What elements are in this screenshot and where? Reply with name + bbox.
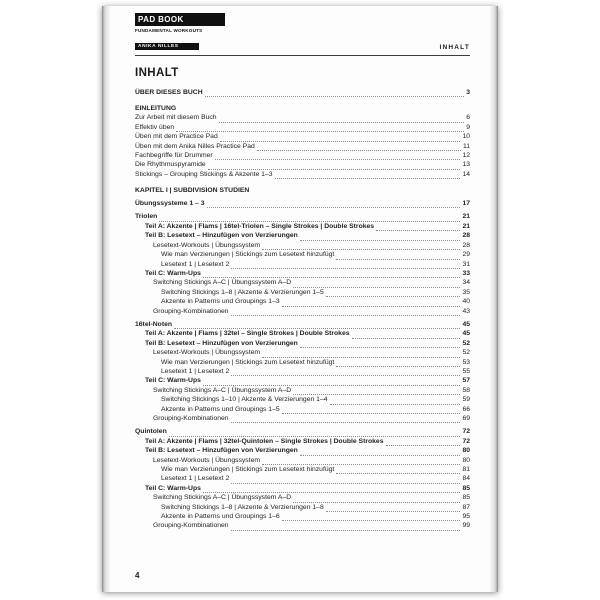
toc-entry-label: Üben mit dem Anika Nilles Practice Pad xyxy=(135,142,255,150)
toc-entry-label: Teil A: Akzente | Flams | 32tel – Single Strokes | Double Strokes xyxy=(145,330,350,338)
toc-entry xyxy=(135,427,470,436)
toc-entry xyxy=(135,132,470,141)
brand-subtitle: FUNDAMENTAL WORKOUTS xyxy=(135,27,203,33)
toc-entry-page: 29 xyxy=(462,251,470,259)
toc-entry-label: Die Rhythmuspyramide xyxy=(135,161,206,169)
toc-entry xyxy=(135,320,470,329)
page-number: 4 xyxy=(135,571,140,580)
toc-leader-dots xyxy=(293,280,460,288)
toc-entry-label: Quintolen xyxy=(135,428,167,436)
toc-entry-label: Lesetext 1 | Lesetext 2 xyxy=(161,475,230,483)
toc-entry-label: ÜBER DIESES BUCH xyxy=(135,89,203,96)
toc-list xyxy=(135,88,470,531)
toc-entry xyxy=(135,104,470,113)
toc-leader-dots xyxy=(203,271,461,279)
toc-leader-dots xyxy=(300,448,461,456)
toc-entry-label: Üben mit dem Practice Pad xyxy=(135,133,218,141)
toc-entry-page: 80 xyxy=(462,456,470,464)
toc-entry xyxy=(135,151,470,160)
toc-entry xyxy=(135,348,470,357)
toc-entry xyxy=(135,474,470,483)
toc-entry-page: 57 xyxy=(462,377,470,385)
toc-title: INHALT xyxy=(135,67,179,79)
toc-leader-dots xyxy=(293,388,460,396)
toc-entry-label: Grouping-Kombinationen xyxy=(153,415,229,422)
toc-entry-page: 72 xyxy=(462,437,470,445)
toc-leader-dots xyxy=(231,308,461,316)
toc-entry-page: 52 xyxy=(462,339,470,347)
toc-leader-dots xyxy=(262,243,460,251)
toc-entry-label: Switching Stickings 1–10 | Akzente & Verzierungen 1–4 xyxy=(161,396,328,404)
toc-entry xyxy=(135,269,470,278)
toc-entry-page: 3 xyxy=(466,89,470,96)
toc-entry-label: Lesetext-Workouts | Übungssystem xyxy=(153,456,261,464)
toc-leader-dots xyxy=(282,299,461,307)
toc-entry-page: 69 xyxy=(462,415,470,422)
toc-entry xyxy=(135,170,470,179)
toc-entry xyxy=(135,456,470,465)
toc-entry-page: 21 xyxy=(462,213,470,221)
toc-leader-dots xyxy=(352,331,461,339)
toc-entry xyxy=(135,446,470,455)
toc-entry xyxy=(135,231,470,240)
toc-leader-dots xyxy=(205,90,465,98)
toc-entry xyxy=(135,358,470,367)
page-header xyxy=(135,13,470,56)
toc-entry-page: 59 xyxy=(462,396,470,404)
toc-entry-page: 81 xyxy=(462,466,470,474)
toc-entry-page: 43 xyxy=(462,307,470,315)
toc-entry xyxy=(135,222,470,231)
toc-leader-dots xyxy=(208,162,461,170)
toc-leader-dots xyxy=(293,495,460,503)
toc-entry-page: 99 xyxy=(462,522,470,530)
toc-entry-page: 28 xyxy=(462,232,470,240)
page-right-shadow xyxy=(489,6,498,592)
toc-entry xyxy=(135,503,470,512)
toc-leader-dots xyxy=(282,514,461,522)
toc-leader-dots xyxy=(336,359,460,367)
brand-author: ANIKA NILLES xyxy=(135,43,199,51)
toc-leader-dots xyxy=(275,172,461,180)
toc-entry-page: 33 xyxy=(462,269,470,277)
toc-entry xyxy=(135,199,470,208)
toc-leader-dots xyxy=(231,476,460,484)
toc-entry-page: 84 xyxy=(462,475,470,483)
toc-entry xyxy=(135,329,470,338)
toc-entry xyxy=(135,395,470,404)
toc-entry-label: Wie man Verzierungen | Stickings zum Lesetext hinzufügt xyxy=(161,251,335,259)
toc-entry xyxy=(135,241,470,250)
toc-entry-label: Switching Stickings A–C | Übungssystem A–D xyxy=(153,494,292,502)
toc-leader-dots xyxy=(262,458,460,466)
toc-entry xyxy=(135,186,470,195)
toc-entry-label: Wie man Verzierungen | Stickings zum Lesetext hinzufügt xyxy=(161,358,335,366)
toc-entry-label: KAPITEL I | SUBDIVISION STUDIEN xyxy=(135,186,250,194)
toc-entry-label: Triolen xyxy=(135,213,158,221)
toc-entry-page: 72 xyxy=(462,428,470,436)
toc-entry xyxy=(135,160,470,169)
toc-entry xyxy=(135,414,470,423)
toc-entry-page: 80 xyxy=(462,447,470,455)
toc-entry xyxy=(135,465,470,474)
toc-entry xyxy=(135,367,470,376)
toc-entry-label: Lesetext-Workouts | Übungssystem xyxy=(153,241,261,249)
toc-entry-label: Lesetext 1 | Lesetext 2 xyxy=(161,260,230,268)
toc-leader-dots xyxy=(169,429,461,437)
book-page xyxy=(102,6,498,592)
toc-leader-dots xyxy=(231,523,461,531)
toc-entry xyxy=(135,260,470,269)
toc-entry-page: 66 xyxy=(462,405,470,413)
toc-entry-page: 28 xyxy=(462,241,470,249)
toc-entry xyxy=(135,288,470,297)
toc-entry xyxy=(135,123,470,132)
toc-entry xyxy=(135,88,470,97)
toc-entry xyxy=(135,437,470,446)
toc-entry-page: 35 xyxy=(462,288,470,296)
toc-entry-label: Akzente in Patterns und Groupings 1–6 xyxy=(161,513,280,521)
toc-entry-page: 87 xyxy=(462,503,470,511)
toc-entry-label: Grouping-Kombinationen xyxy=(153,307,229,315)
toc-entry-label: Teil C: Warm-Ups xyxy=(145,377,201,385)
toc-entry-page: 17 xyxy=(462,200,470,208)
toc-entry-label: Übungssysteme 1 – 3 xyxy=(135,200,205,208)
toc-entry-label: Fachbegriffe für Drummer xyxy=(135,151,213,159)
toc-leader-dots xyxy=(326,290,461,298)
toc-entry-label: Effektiv üben xyxy=(135,123,175,131)
toc-entry-page: 12 xyxy=(462,151,470,159)
toc-leader-dots xyxy=(231,416,461,424)
toc-entry xyxy=(135,339,470,348)
toc-entry-label: Lesetext 1 | Lesetext 2 xyxy=(161,367,230,375)
toc-leader-dots xyxy=(220,134,461,142)
toc-entry-label: Switching Stickings 1–8 | Akzente & Verzierungen 1–5 xyxy=(161,288,324,296)
toc-entry xyxy=(135,512,470,521)
toc-leader-dots xyxy=(203,378,461,386)
toc-entry-label: Stickings – Grouping Stickings & Akzente 1–3 xyxy=(135,170,273,178)
toc-leader-dots xyxy=(336,252,460,260)
toc-leader-dots xyxy=(300,233,461,241)
toc-entry-page: 31 xyxy=(462,260,470,268)
brand-title: PAD BOOK xyxy=(135,13,225,26)
page-left-shadow xyxy=(102,6,111,592)
toc-entry-page: 9 xyxy=(466,123,470,131)
toc-entry-page: 45 xyxy=(462,320,470,328)
toc-entry xyxy=(135,250,470,259)
toc-leader-dots xyxy=(376,224,460,232)
toc-entry-label: Teil A: Akzente | Flams | 16tel-Triolen – Single Strokes | Double Strokes xyxy=(145,222,375,230)
toc-entry-page: 6 xyxy=(466,114,470,122)
toc-entry-label: Teil C: Warm-Ups xyxy=(145,484,201,492)
toc-entry-page: 85 xyxy=(462,484,470,492)
toc-entry-page: 14 xyxy=(462,170,470,178)
toc-entry-label: Grouping-Kombinationen xyxy=(153,522,229,530)
toc-entry-page: 13 xyxy=(462,161,470,169)
toc-entry-label: 16tel-Noten xyxy=(135,320,173,328)
toc-entry-label: EINLEITUNG xyxy=(135,104,177,112)
brand-block xyxy=(135,13,225,52)
toc-entry xyxy=(135,142,470,151)
toc-leader-dots xyxy=(386,439,461,447)
toc-leader-dots xyxy=(326,505,461,513)
header-section-label: INHALT xyxy=(439,44,470,51)
toc-leader-dots xyxy=(300,341,461,349)
toc-leader-dots xyxy=(231,369,460,377)
toc-entry xyxy=(135,297,470,306)
toc-entry-page: 21 xyxy=(462,222,470,230)
toc-entry xyxy=(135,113,470,122)
toc-entry xyxy=(135,484,470,493)
toc-leader-dots xyxy=(231,261,460,269)
toc-entry xyxy=(135,212,470,221)
toc-leader-dots xyxy=(336,467,460,475)
toc-entry-page: 52 xyxy=(462,349,470,357)
toc-entry-page: 40 xyxy=(462,298,470,306)
toc-leader-dots xyxy=(257,143,461,151)
toc-entry-page: 34 xyxy=(462,279,470,287)
toc-entry xyxy=(135,307,470,316)
toc-entry-page: 10 xyxy=(462,133,470,141)
toc-entry xyxy=(135,386,470,395)
toc-entry-page: 58 xyxy=(462,386,470,394)
toc-entry-page: 11 xyxy=(462,142,470,150)
toc-leader-dots xyxy=(330,397,461,405)
toc-entry-page: 85 xyxy=(462,494,470,502)
toc-entry-label: Teil B: Lesetext – Hinzufügen von Verzierungen xyxy=(145,339,298,347)
toc-entry xyxy=(135,376,470,385)
toc-leader-dots xyxy=(219,115,465,123)
toc-entry-page: 95 xyxy=(462,513,470,521)
toc-entry-label: Akzente in Patterns und Groupings 1–5 xyxy=(161,405,280,413)
toc-leader-dots xyxy=(282,407,461,415)
toc-entry-page: 45 xyxy=(462,330,470,338)
toc-entry xyxy=(135,405,470,414)
toc-leader-dots xyxy=(174,322,460,330)
toc-entry xyxy=(135,521,470,530)
toc-entry-page: 53 xyxy=(462,358,470,366)
toc-leader-dots xyxy=(176,125,464,133)
toc-entry-page: 55 xyxy=(462,367,470,375)
toc-entry-label: Teil C: Warm-Ups xyxy=(145,269,201,277)
toc-entry-label: Zur Arbeit mit diesem Buch xyxy=(135,114,217,122)
toc-entry xyxy=(135,278,470,287)
toc-leader-dots xyxy=(262,350,460,358)
toc-entry-label: Teil B: Lesetext – Hinzufügen von Verzierungen xyxy=(145,232,298,240)
toc-entry-label: Switching Stickings A–C | Übungssystem A–D xyxy=(153,279,292,287)
toc-entry-label: Switching Stickings A–C | Übungssystem A–D xyxy=(153,386,292,394)
toc-leader-dots xyxy=(215,153,461,161)
page-content xyxy=(135,13,470,531)
toc-entry-label: Teil A: Akzente | Flams | 32tel-Quintolen – Single Strokes | Double Strokes xyxy=(145,437,384,445)
toc-leader-dots xyxy=(203,486,461,494)
toc-entry-label: Switching Stickings 1–8 | Akzente & Verzierungen 1–8 xyxy=(161,503,324,511)
toc-entry-label: Akzente in Patterns und Groupings 1–3 xyxy=(161,298,280,306)
toc-leader-dots xyxy=(207,201,461,209)
toc-leader-dots xyxy=(159,214,460,222)
toc-entry-label: Wie man Verzierungen | Stickings zum Lesetext hinzufügt xyxy=(161,466,335,474)
toc-entry-label: Lesetext-Workouts | Übungssystem xyxy=(153,349,261,357)
toc-entry-label: Teil B: Lesetext – Hinzufügen von Verzierungen xyxy=(145,447,298,455)
toc-entry xyxy=(135,493,470,502)
